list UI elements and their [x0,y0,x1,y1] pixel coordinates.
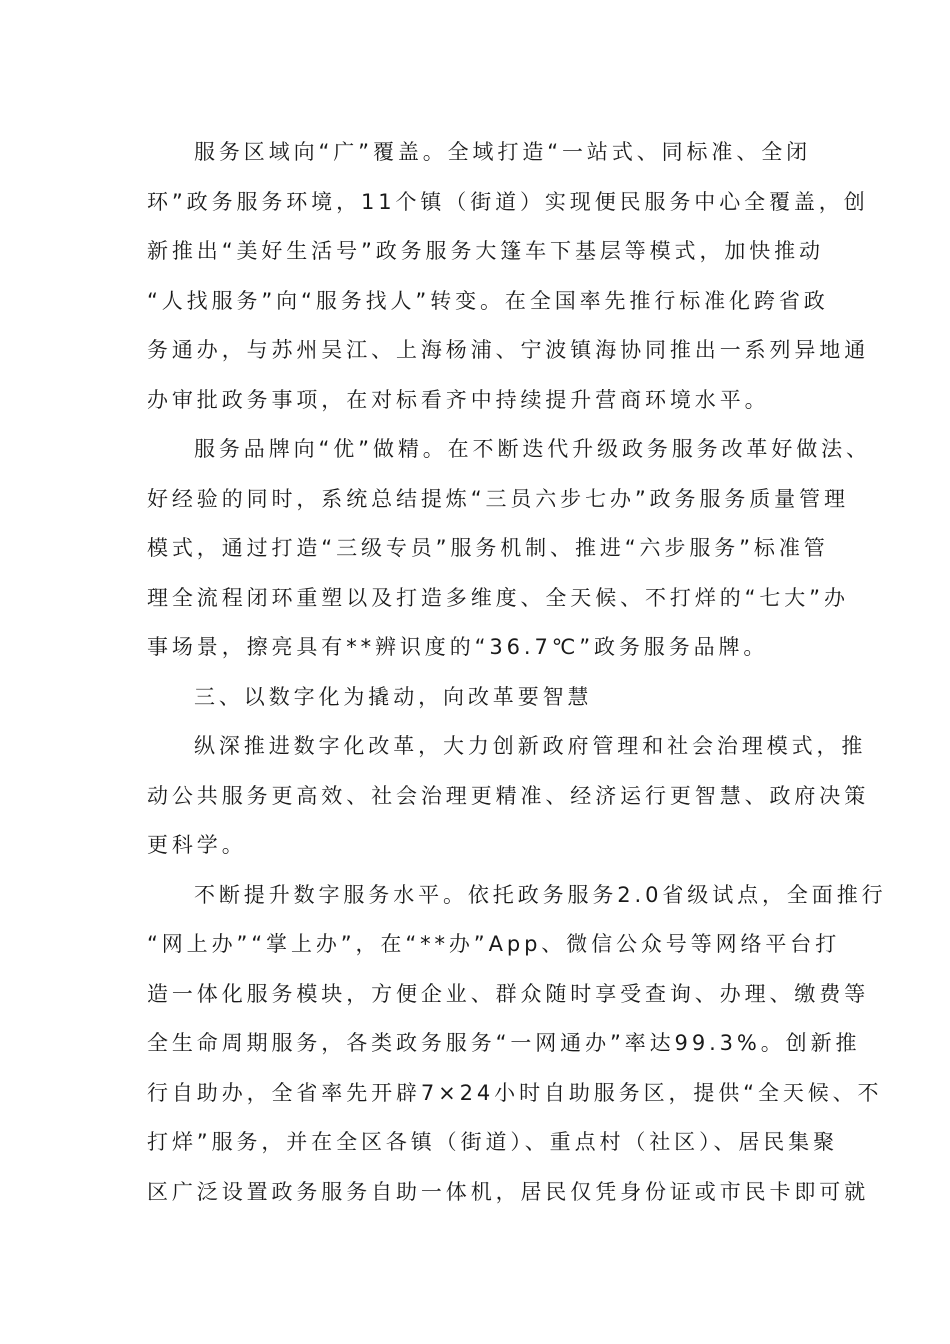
document-body [147,128,887,1217]
text-line: 服务品牌向“优”做精。在不断迭代升级政务服务改革好做法、 [194,437,871,461]
text-line: 服务区域向“广”覆盖。全域打造“一站式、同标准、全闭 [194,140,812,164]
text-line: 务通办，与苏州吴江、上海杨浦、宁波镇海协同推出一系列异地通 [147,338,870,362]
text-line: 更科学。 [147,833,247,857]
text-line: 造一体化服务模块，方便企业、群众随时享受查询、办理、缴费等 [147,981,870,1006]
text-line: 区广泛设置政务服务自助一体机，居民仅凭身份证或市民卡即可就 [147,1179,870,1204]
text-line: 打烊”服务，并在全区各镇（街道）、重点村（社区）、居民集聚 [147,1130,838,1154]
text-line: 办审批政务事项，在对标看齐中持续提升营商环境水平。 [147,387,770,412]
text-line: 环”政务服务环境，11个镇（街道）实现便民服务中心全覆盖，创 [147,189,869,214]
text-line: 动公共服务更高效、社会治理更精准、经济运行更智慧、政府决策 [147,783,870,808]
text-line: 全生命周期服务，各类政务服务“一网通办”率达99.3%。创新推 [147,1031,861,1055]
text-line: 新推出“美好生活号”政务服务大篷车下基层等模式，加快推动 [147,239,824,263]
text-line: 理全流程闭环重塑以及打造多维度、全天候、不打烊的“七大”办 [147,585,849,610]
text-line: 纵深推进数字化改革，大力创新政府管理和社会治理模式，推 [194,734,867,758]
text-line: “人找服务”向“服务找人”转变。在全国率先推行标准化跨省政 [147,288,829,313]
text-line: “网上办”“掌上办”，在“**办”App、微信公众号等网络平台打 [147,932,841,956]
text-line: 模式，通过打造“三级专员”服务机制、推进“六步服务”标准管 [147,536,829,560]
text-line: 好经验的同时，系统总结提炼“三员六步七办”政务服务质量管理 [147,486,849,511]
section-heading: 三、以数字化为撬动，向改革要智慧 [194,684,593,709]
text-line: 不断提升数字服务水平。依托政务服务2.0省级试点，全面推行 [194,882,887,907]
text-line: 行自助办，全省率先开辟7×24小时自助服务区，提供“全天候、不 [147,1080,883,1105]
text-line: 事场景，擦亮具有**辨识度的“36.7℃”政务服务品牌。 [147,635,769,659]
